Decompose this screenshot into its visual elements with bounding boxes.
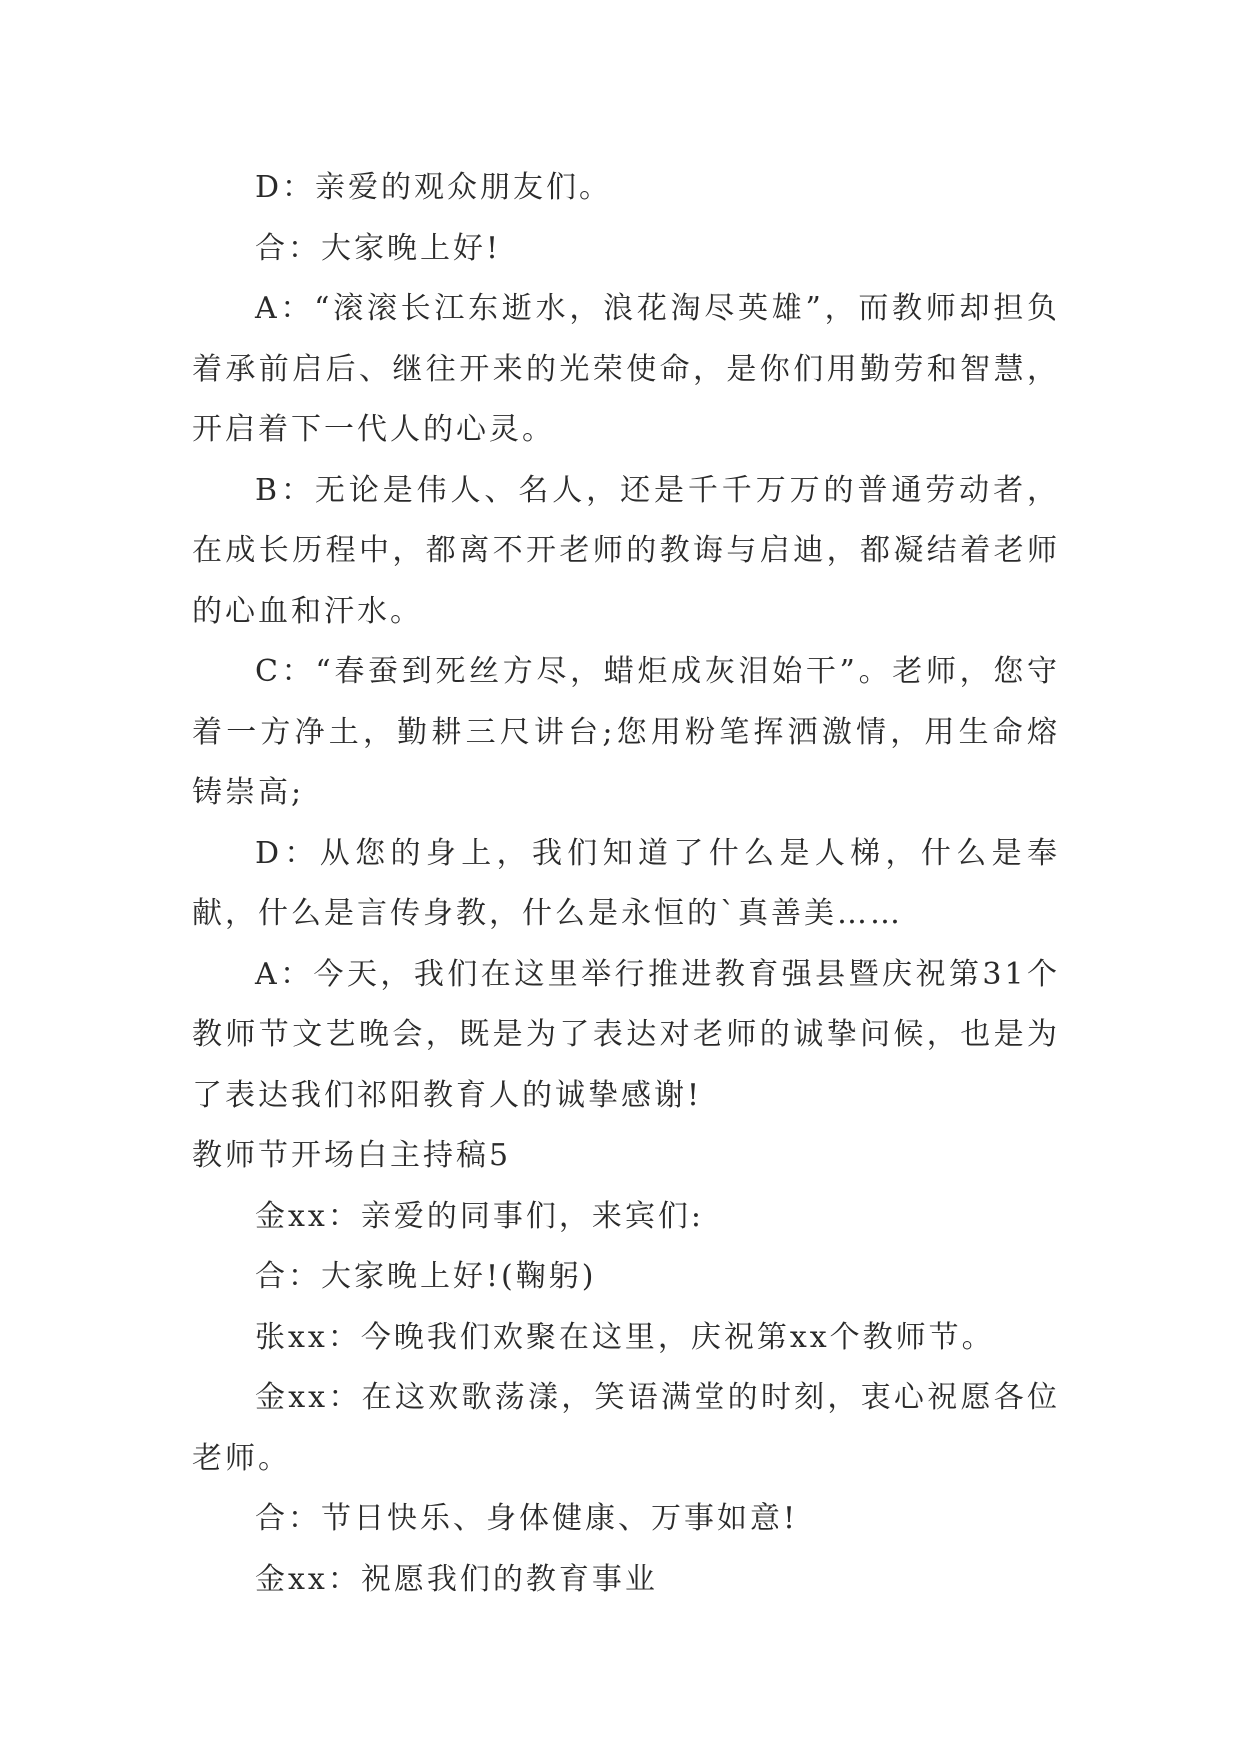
section-paragraph: 合：节日快乐、身体健康、万事如意! bbox=[255, 1501, 799, 1536]
section-paragraph: 张xx：今晚我们欢聚在这里，庆祝第xx个教师节。 bbox=[255, 1319, 995, 1355]
section-paragraph: 金xx：祝愿我们的教育事业 bbox=[255, 1561, 658, 1597]
document-body bbox=[192, 158, 1060, 1610]
paragraph-d-greeting: D：亲爱的观众朋友们。 bbox=[255, 170, 613, 205]
section-paragraph: 合：大家晚上好!(鞠躬) bbox=[255, 1259, 597, 1294]
paragraph-b-intro: B：无论是伟人、名人，还是千千万万的普通劳动者，在成长历程中，都离不开老师的教诲与启迪，都凝结着老师的心血和汗水。 bbox=[192, 472, 1060, 629]
paragraph-a-closing: A：今天，我们在这里举行推进教育强县暨庆祝第31个教师节文艺晚会，既是为了表达对老师的诚挚问候，也是为了表达我们祁阳教育人的诚挚感谢! bbox=[192, 956, 1060, 1113]
section-paragraph: 金xx：亲爱的同事们，来宾们: bbox=[255, 1198, 704, 1234]
paragraph-a-intro: A：“滚滚长江东逝水，浪花淘尽英雄”，而教师却担负着承前启后、继往开来的光荣使命，是你们用勤劳和智慧，开启着下一代人的心灵。 bbox=[192, 291, 1060, 447]
paragraph-c-intro: C：“春蚕到死丝方尽，蜡炬成灰泪始干”。老师，您守着一方净土，勤耕三尺讲台;您用粉笔挥洒激情，用生命熔铸崇高; bbox=[192, 654, 1060, 810]
section-title: 教师节开场白主持稿5 bbox=[192, 1138, 512, 1173]
section-paragraph: 金xx：在这欢歌荡漾，笑语满堂的时刻，衷心祝愿各位老师。 bbox=[192, 1380, 1060, 1476]
paragraph-d-intro: D：从您的身上，我们知道了什么是人梯，什么是奉献，什么是言传身教，什么是永恒的`真善美…… bbox=[192, 835, 1060, 931]
paragraph-together-greeting: 合：大家晚上好! bbox=[255, 230, 502, 266]
